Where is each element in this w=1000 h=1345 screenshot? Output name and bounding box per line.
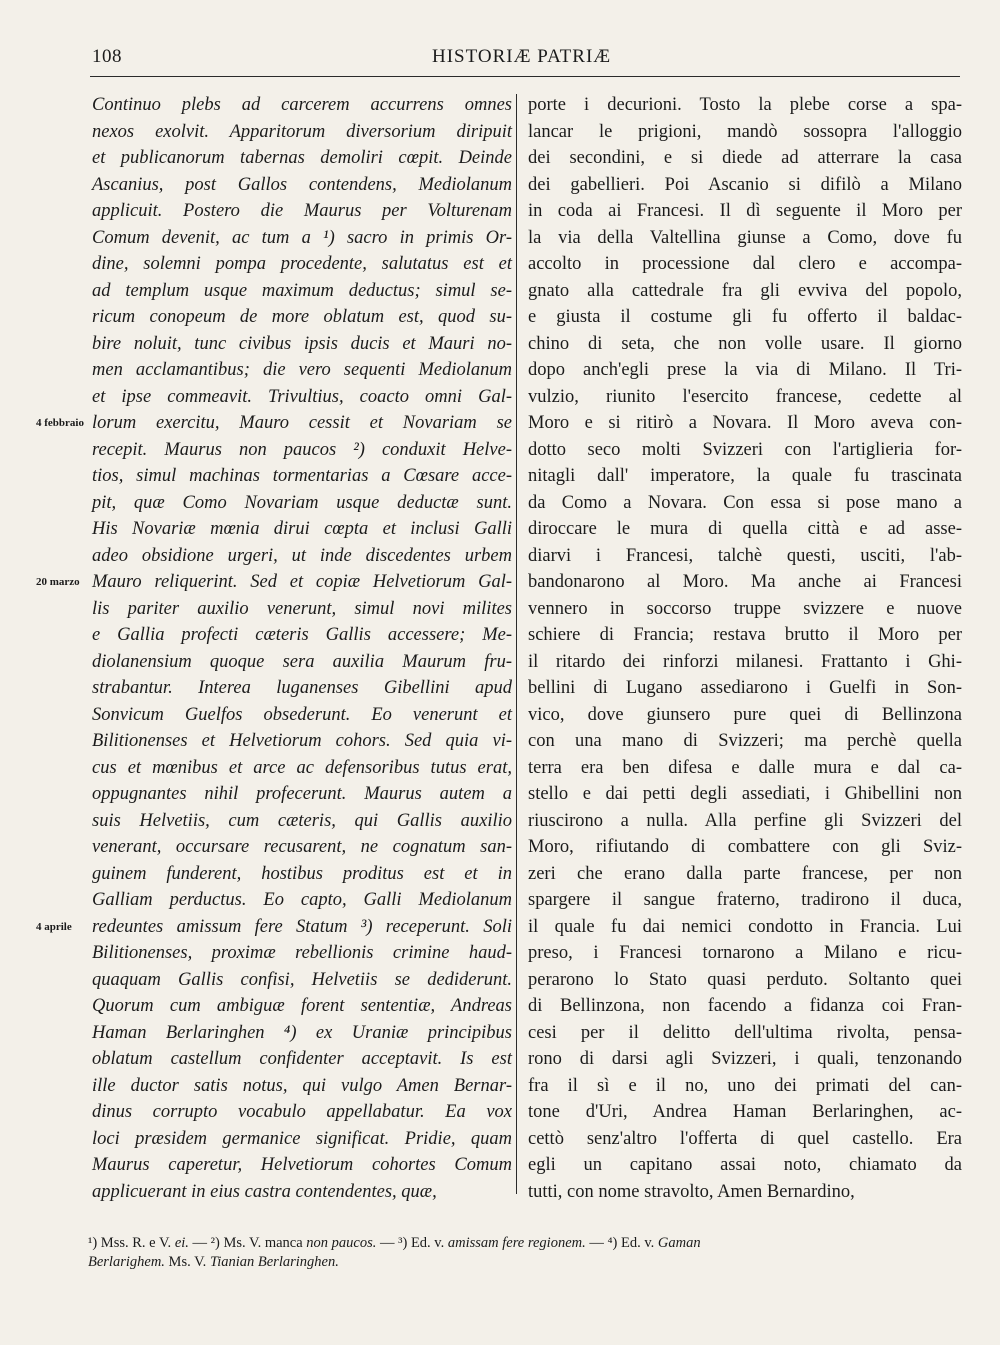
italian-text-line: riuscirono a nulla. Alla perfine gli Svizzeri del bbox=[528, 810, 962, 831]
latin-column bbox=[92, 92, 512, 1205]
italian-text-line: preso, i Francesi tornarono a Milano e ricu- bbox=[528, 943, 962, 963]
footnote-text: — ⁴) Ed. v. bbox=[585, 1235, 658, 1251]
marginal-date-note: 4 aprile bbox=[36, 920, 72, 933]
latin-text-line: ricum conopeum de more oblatum est, quod su- bbox=[92, 307, 512, 327]
italian-text-line: in coda ai Francesi. Il dì seguente il Moro per bbox=[528, 201, 962, 221]
latin-text-line: Sonvicum Guelfos obsederunt. Eo venerunt et bbox=[92, 704, 512, 725]
italian-text-line: vulzio, riunito l'esercito francese, cedette al bbox=[528, 386, 962, 407]
latin-text-line: oblatum castellum confidenter acceptavit. Is est bbox=[92, 1049, 512, 1069]
latin-text-line: redeuntes amissum fere Statum ³) receperunt. Soli bbox=[92, 916, 512, 937]
latin-text-line: His Novariæ mœnia dirui cœpta et inclusi Galli bbox=[92, 519, 512, 539]
italian-text-line: chino di seta, che non volle usare. Il giorno bbox=[528, 333, 962, 354]
latin-text-line: Quorum cum ambiguæ forent sententiæ, Andreas bbox=[92, 996, 512, 1016]
latin-text-line: Galliam perductus. Eo capto, Galli Mediolanum bbox=[92, 890, 512, 910]
latin-text-line: strabantur. Interea luganenses Gibellini apud bbox=[92, 678, 512, 698]
latin-text-line: diolanensium quoque sera auxilia Maurum fru- bbox=[92, 651, 512, 672]
latin-text-line: dinus corrupto vocabulo appellabatur. Ea vox bbox=[92, 1102, 512, 1122]
latin-text-line: quaquam Gallis confisi, Helvetiis se dediderunt. bbox=[92, 969, 512, 990]
italian-text-line: il quale fu dai nemici condotto in Francia. Lui bbox=[528, 916, 962, 937]
footnote-line bbox=[88, 1253, 960, 1272]
italian-text-line: vennero in soccorso truppe svizzere e nuove bbox=[528, 598, 962, 619]
footnote-text: Tianian Berlaringhen. bbox=[209, 1254, 339, 1270]
italian-text-line: vico, dove giunsero pure quei di Bellinzona bbox=[528, 704, 962, 725]
footnote-line bbox=[88, 1234, 960, 1253]
italian-text-line: rono di darsi agli Svizzeri, i quali, tenzonando bbox=[528, 1049, 962, 1069]
italian-text-line: fra il sì e il no, uno dei primati del can- bbox=[528, 1075, 962, 1096]
latin-text-line: et ipse commeavit. Trivultius, coacto omni Gal- bbox=[92, 386, 512, 407]
latin-text-line: e Gallia profecti cæteris Gallis accessere; Me- bbox=[92, 625, 512, 645]
italian-text-line: diarvi i Francesi, talchè questi, usciti, l'ab- bbox=[528, 545, 962, 566]
latin-text-line: suis Helvetiis, cum cæteris, qui Gallis auxilio bbox=[92, 810, 512, 831]
italian-column bbox=[528, 92, 962, 1205]
footnotes bbox=[88, 1234, 960, 1272]
latin-text-line: recepit. Maurus non paucos ²) conduxit Helve- bbox=[92, 439, 512, 460]
italian-text-line: la via della Valtellina giunse a Como, dove fu bbox=[528, 227, 962, 248]
latin-text-line: Mauro reliquerint. Sed et copiæ Helvetiorum Gal- bbox=[92, 572, 512, 592]
footnote-text: — ²) Ms. V. manca bbox=[188, 1235, 307, 1251]
italian-text-line: zeri che erano dalla parte francese, per non bbox=[528, 863, 962, 884]
latin-text-line: nexos exolvit. Apparitorum diversorium diripuit bbox=[92, 121, 512, 142]
latin-text-line: loci præsidem germanice significat. Pridie, quam bbox=[92, 1128, 512, 1149]
latin-text-line: Ascanius, post Gallos contendens, Mediolanum bbox=[92, 174, 512, 195]
italian-text-line: Moro e si ritirò a Novara. Il Moro aveva con- bbox=[528, 413, 962, 433]
latin-text-line: ad templum usque maximum deductus; simul se- bbox=[92, 280, 512, 301]
italian-text-line: tutti, con nome stravolto, Amen Bernardino, bbox=[528, 1181, 855, 1202]
italian-text-line: dei secondini, e si diede ad atterrare la casa bbox=[528, 148, 962, 168]
marginal-date-note: 20 marzo bbox=[36, 576, 80, 588]
italian-text-line: cettò senz'altro l'offerta di quel castello. Era bbox=[528, 1128, 962, 1149]
italian-text-line: stello e dai petti degli assediati, i Ghibellini non bbox=[528, 784, 962, 804]
italian-text-line: con una mano di Svizzeri; ma perchè quella bbox=[528, 731, 962, 751]
italian-text-line: accolto in processione dal clero e accompa- bbox=[528, 254, 962, 274]
latin-text-line: men acclamantibus; die vero sequenti Mediolanum bbox=[92, 360, 512, 380]
footnote-text: Ms. V. bbox=[164, 1254, 210, 1270]
italian-text-line: lancar le prigioni, mandò sossopra l'alloggio bbox=[528, 121, 962, 142]
latin-text-line: ille ductor satis notus, qui vulgo Amen Bernar- bbox=[92, 1075, 512, 1096]
header-rule bbox=[90, 76, 960, 77]
column-divider bbox=[516, 94, 517, 1194]
italian-text-line: nitagli dall' imperatore, la quale fu trascinata bbox=[528, 466, 962, 486]
latin-text-line: applicuit. Postero die Maurus per Volturenam bbox=[92, 201, 512, 221]
footnote-text: Berlarighem. bbox=[88, 1254, 165, 1270]
latin-text-line: Maurus caperetur, Helvetiorum cohortes Comum bbox=[92, 1155, 512, 1175]
page-header bbox=[92, 40, 960, 70]
italian-text-line: diroccare le mura di quella città e ad asse- bbox=[528, 519, 962, 539]
latin-text-line: lis pariter auxilio venerunt, simul novi milites bbox=[92, 598, 512, 619]
latin-text-line: Comum devenit, ac tum a ¹) sacro in primis Or- bbox=[92, 227, 512, 248]
marginal-date-note: 4 febbraio bbox=[36, 417, 84, 429]
latin-text-line: adeo obsidione urgeri, ut inde discedentes urbem bbox=[92, 545, 512, 566]
latin-text-line: cus et mœnibus et arce ac defensoribus tutus erat, bbox=[92, 757, 512, 778]
latin-text-line: guinem funderent, hostibus proditus est et in bbox=[92, 863, 512, 884]
italian-text-line: egli un capitano assai noto, chiamato da bbox=[528, 1155, 962, 1175]
italian-text-line: bellini di Lugano assediarono i Guelfi in Son- bbox=[528, 678, 962, 698]
latin-text-line: pit, quæ Como Novariam usque deductæ sunt. bbox=[92, 492, 512, 513]
latin-text-line: venerant, occursare recusarent, ne cognatum san- bbox=[92, 837, 512, 857]
footnote-text: amissam fere regionem. bbox=[447, 1235, 586, 1251]
italian-text-line: spargere il sangue fraterno, tradirono il duca, bbox=[528, 890, 962, 910]
page-number: 108 bbox=[92, 46, 122, 67]
italian-text-line: gnato alla cattedrale fra gli evviva del popolo, bbox=[528, 280, 962, 301]
latin-text-line: Bilitionenses et Helvetiorum cohors. Sed quia vi- bbox=[92, 731, 512, 751]
italian-text-line: schiere di Francia; restava brutto il Moro per bbox=[528, 625, 962, 645]
latin-text-line: tios, simul machinas tormentarias a Cœsare acce- bbox=[92, 466, 512, 486]
footnote-text: Gaman bbox=[657, 1235, 701, 1251]
italian-text-line: perarono lo Stato quasi perduto. Soltanto quei bbox=[528, 969, 962, 990]
latin-text-line: oppugnantes nihil profecerunt. Maurus autem a bbox=[92, 784, 512, 804]
italian-text-line: cesi per il delitto dell'ultima rivolta, pensa- bbox=[528, 1022, 962, 1043]
latin-text-line: lorum exercitu, Mauro cessit et Novariam se bbox=[92, 413, 512, 433]
latin-text-line: Bilitionenses, proximæ rebellionis crimine haud- bbox=[92, 943, 512, 963]
italian-text-line: tone d'Uri, Andrea Haman Berlaringhen, ac- bbox=[528, 1102, 962, 1122]
footnote-text: non paucos. bbox=[306, 1235, 377, 1251]
italian-text-line: terra era ben difesa e dalle mura e dal ca- bbox=[528, 757, 962, 778]
italian-text-line: il ritardo dei rinforzi milanesi. Frattanto i Ghi- bbox=[528, 651, 962, 672]
italian-text-line: porte i decurioni. Tosto la plebe corse a spa- bbox=[528, 95, 962, 115]
latin-text-line: Continuo plebs ad carcerem accurrens omnes bbox=[92, 95, 512, 115]
italian-text-line: di Bellinzona, non facendo a fidanza coi Fran- bbox=[528, 996, 962, 1016]
latin-text-line: applicuerant in eius castra contendentes, quæ, bbox=[92, 1181, 437, 1202]
running-title: HISTORIÆ PATRIÆ bbox=[432, 46, 612, 67]
italian-text-line: da Como a Novara. Con essa si pose mano a bbox=[528, 492, 962, 513]
footnote-text: ¹) Mss. R. e V. bbox=[88, 1235, 175, 1251]
latin-text-line: bire noluit, tunc civibus ipsis ducis et Mauri no- bbox=[92, 333, 512, 354]
latin-text-line: dine, solemni pompa procedente, salutatus est et bbox=[92, 254, 512, 274]
italian-text-line: bandonarono al Moro. Ma anche ai Francesi bbox=[528, 572, 962, 592]
footnote-text: — ³) Ed. v. bbox=[376, 1235, 448, 1251]
latin-text-line: Haman Berlaringhen ⁴) ex Uraniæ principibus bbox=[92, 1022, 512, 1043]
footnote-text: ei. bbox=[174, 1235, 189, 1251]
italian-text-line: dotto seco molti Svizzeri con l'artiglieria for- bbox=[528, 439, 962, 460]
italian-text-line: e giusta il costume gli fu offerto il baldac- bbox=[528, 307, 962, 327]
latin-text-line: et publicanorum tabernas demoliri cœpit. Deinde bbox=[92, 148, 512, 168]
italian-text-line: dopo anch'egli prese la via di Milano. Il Tri- bbox=[528, 360, 962, 380]
italian-text-line: Moro, rifiutando di combattere con gli Sviz- bbox=[528, 837, 962, 857]
italian-text-line: dei gabellieri. Poi Ascanio si difilò a Milano bbox=[528, 174, 962, 195]
